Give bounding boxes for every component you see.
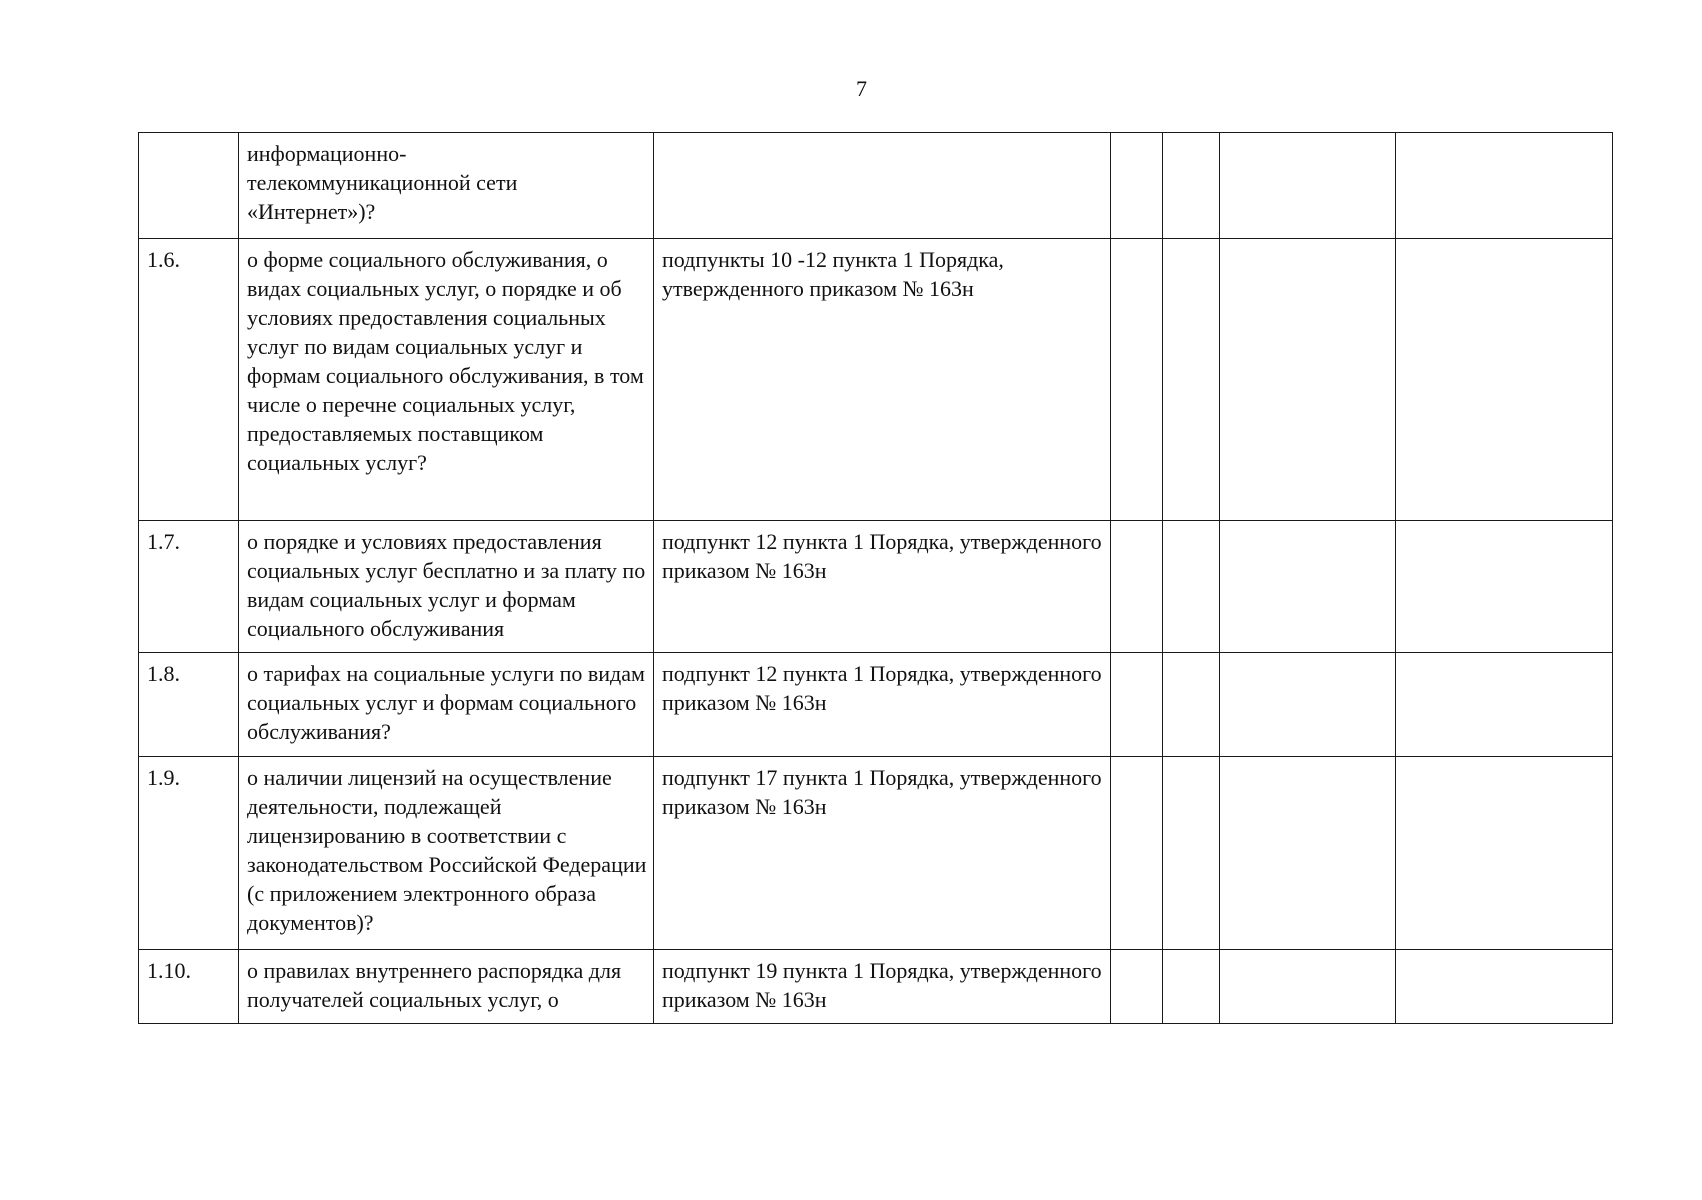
reference-cell: подпункт 12 пункта 1 Порядка, утвержденного приказом № 163н (654, 521, 1111, 653)
empty-cell (1111, 757, 1163, 950)
table-row (139, 653, 1613, 757)
question-cell: о форме социального обслуживания, о видах социальных услуг, о порядке и об условиях предоставления социальных услуг по видам социальных услуг и формам социального обслуживания, в том числе о перечне социальных услуг, предоставляемых поставщиком социальных услуг? (239, 239, 654, 521)
empty-cell (1220, 653, 1396, 757)
row-number-cell: 1.8. (139, 653, 239, 757)
table-row (139, 521, 1613, 653)
checklist-table (138, 132, 1613, 1024)
table-row (139, 950, 1613, 1024)
empty-cell (1220, 521, 1396, 653)
empty-cell (1163, 653, 1220, 757)
empty-cell (1111, 521, 1163, 653)
empty-cell (1111, 950, 1163, 1024)
row-number-cell: 1.7. (139, 521, 239, 653)
reference-cell: подпункт 19 пункта 1 Порядка, утвержденного приказом № 163н (654, 950, 1111, 1024)
question-cell: информационно- телекоммуникационной сети «Интернет»)? (239, 133, 654, 239)
row-number-cell (139, 133, 239, 239)
table-row (139, 757, 1613, 950)
empty-cell (1396, 950, 1613, 1024)
empty-cell (1111, 653, 1163, 757)
table-row (139, 239, 1613, 521)
reference-cell: подпункты 10 -12 пункта 1 Порядка, утвержденного приказом № 163н (654, 239, 1111, 521)
empty-cell (1220, 239, 1396, 521)
empty-cell (1163, 950, 1220, 1024)
empty-cell (1111, 239, 1163, 521)
empty-cell (1396, 653, 1613, 757)
checklist-table-container (138, 132, 1612, 1024)
empty-cell (1396, 757, 1613, 950)
row-number-cell: 1.6. (139, 239, 239, 521)
reference-cell: подпункт 17 пункта 1 Порядка, утвержденного приказом № 163н (654, 757, 1111, 950)
reference-cell: подпункт 12 пункта 1 Порядка, утвержденного приказом № 163н (654, 653, 1111, 757)
empty-cell (1163, 133, 1220, 239)
empty-cell (1163, 521, 1220, 653)
empty-cell (1396, 133, 1613, 239)
empty-cell (1163, 757, 1220, 950)
empty-cell (1163, 239, 1220, 521)
empty-cell (1220, 133, 1396, 239)
empty-cell (1396, 521, 1613, 653)
empty-cell (1396, 239, 1613, 521)
question-cell: о наличии лицензий на осуществление деятельности, подлежащей лицензированию в соответствии с законодательством Российской Федерации (с приложением электронного образа документов)? (239, 757, 654, 950)
row-number-cell: 1.10. (139, 950, 239, 1024)
table-row (139, 133, 1613, 239)
empty-cell (1111, 133, 1163, 239)
question-cell: о правилах внутреннего распорядка для получателей социальных услуг, о (239, 950, 654, 1024)
page-number: 7 (856, 76, 867, 101)
row-number-cell: 1.9. (139, 757, 239, 950)
question-cell: о порядке и условиях предоставления социальных услуг бесплатно и за плату по видам социальных услуг и формам социального обслуживания (239, 521, 654, 653)
empty-cell (1220, 950, 1396, 1024)
question-cell: о тарифах на социальные услуги по видам социальных услуг и формам социального обслуживания? (239, 653, 654, 757)
empty-cell (1220, 757, 1396, 950)
reference-cell (654, 133, 1111, 239)
